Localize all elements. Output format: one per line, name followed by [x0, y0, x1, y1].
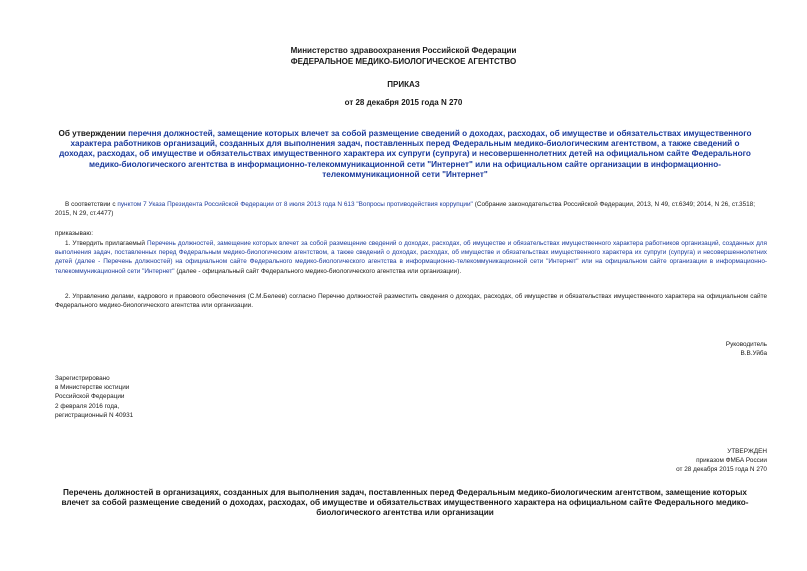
approval-line-1: УТВЕРЖДЕН	[727, 448, 767, 455]
item-2-text: 2. Управлению делами, кадрового и правового обеспечения (С.М.Белеев) согласно Перечню должностей разместить сведения о доходах, расходах, об имуществе и обязательствах имущественного характера на официальном сайте Федерального медико-биологического агентства или организации.	[55, 293, 767, 310]
agency-name: ФЕДЕРАЛЬНОЕ МЕДИКО-БИОЛОГИЧЕСКОЕ АГЕНТСТВО	[290, 57, 517, 66]
registration-line-3: Российской Федерации	[55, 393, 125, 401]
item-1-link-2[interactable]: "Интернет"	[142, 267, 175, 275]
preamble	[55, 200, 755, 218]
item-1-start: 1. Утвердить прилагаемый	[65, 240, 145, 247]
registration-line-5: регистрационный N 40931	[55, 411, 134, 419]
preamble-end: (Собрание законодательства Российской Федерации, 2013, N 49, ст.6349; 2014, N 26, ст.3518; 2015, N 29, ст.4477)	[55, 201, 756, 218]
approval-block	[676, 447, 767, 475]
item-1	[55, 239, 767, 276]
registration-block	[55, 374, 133, 420]
order-verb: приказываю:	[55, 230, 93, 237]
item-1-end: (далее - официальный сайт Федерального медико-биологического агентства или организации).	[176, 267, 462, 275]
registration-line-2: в Министерстве юстиции	[55, 384, 130, 392]
preamble-link[interactable]: пунктом 7 Указа Президента Российской Федерации от 8 июля 2013 года N 613 "Вопросы противодействия коррупции"	[117, 201, 473, 208]
order-title	[55, 129, 755, 180]
title-prefix: Об утверждении	[58, 129, 126, 138]
title-link[interactable]: перечня должностей, замещение которых влечет за собой размещение сведений о доходах, расходах, об имуществе и обязательствах имущественного характера работников организаций, созданных для выполнения задач, поставленных перед Федеральным медико-биологическим агентством, а также сведений о доходах, расходах, об имуществе и обязательствах имущественного характера их супруги (супруга) и несовершеннолетних детей на официальном сайте Федерального медико-биологического агентства в информационно-телекоммуникационной сети "Интернет" или на официальном сайте организации в информационно-телекоммуникационной сети "Интернет"	[59, 129, 752, 179]
registration-line-1: Зарегистрировано	[55, 375, 110, 382]
doc-date: от 28 декабря 2015 года N 270	[344, 98, 463, 107]
signer-title: Руководитель	[725, 341, 767, 348]
approval-line-3: от 28 декабря 2015 года N 270	[676, 466, 767, 474]
doc-type: ПРИКАЗ	[387, 80, 420, 89]
signer-name: В.В.Уйба	[740, 350, 767, 357]
preamble-start: В соответствии с	[65, 201, 116, 208]
item-1-link[interactable]: Перечень должностей, замещение которых влечет за собой размещение сведений о доходах, расходах, об имуществе и обязательствах имущественного характера работников организаций, созданных для выполнения задач, поставленных перед Федеральным медико-биологическим агентством, а также сведений о доходах, расходах, об имуществе и обязательствах имущественного характера их супруги (супруга) и несовершеннолетних детей (далее - Перечень должностей) на официальном сайте Федерального медико-биологического агентства в информационно-телекоммуникационной сети "Интернет" или на официальном сайте организации в информационно-телекоммуникационной сети	[55, 240, 767, 275]
registration-line-4: 2 февраля 2016 года,	[55, 402, 120, 410]
approval-line-2: приказом ФМБА России	[696, 457, 767, 465]
list-title: Перечень должностей в организациях, созданных для выполнения задач, поставленных перед Федеральным медико-биологическим агентством, замещение которых влечет за собой размещение сведений о доходах, расходах, об имуществе и обязательствах имущественного характера на официальном сайте Федерального медико-биологического агентства или организации	[61, 488, 749, 518]
item-2	[55, 292, 767, 310]
ministry-name: Министерство здравоохранения Российской Федерации	[290, 46, 517, 55]
